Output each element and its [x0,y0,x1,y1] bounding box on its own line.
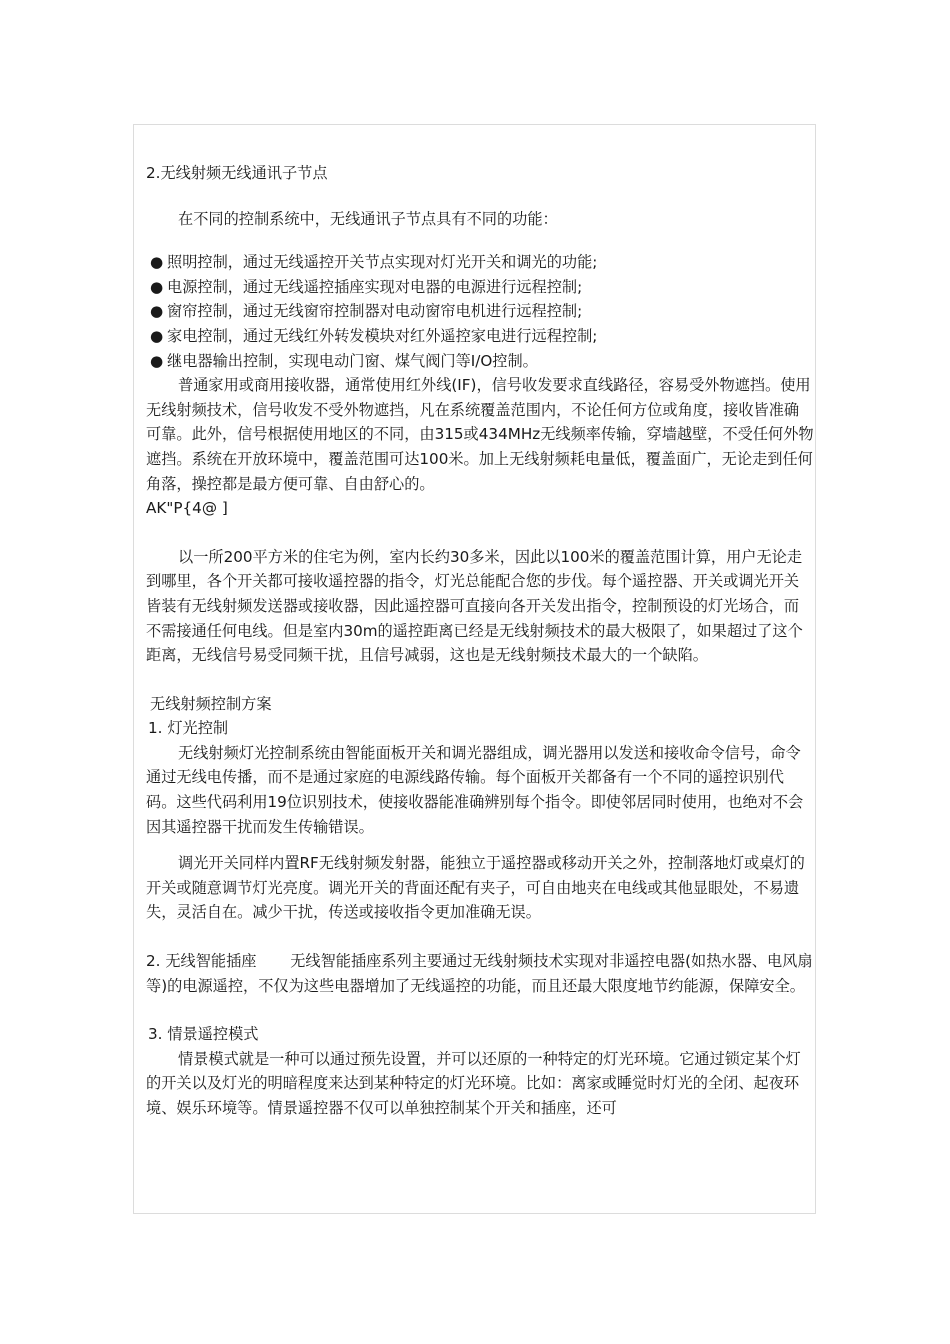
list-item [150,324,814,349]
document-page [133,124,816,1214]
scheme-title: 无线射频控制方案 [150,694,272,713]
list-item [150,275,814,300]
document-body [146,161,814,1121]
dimmer-paragraph: 调光开关同样内置RF无线射频发射器，能独立于遥控器或移动开关之外，控制落地灯或桌灯的开关或随意调节灯光亮度。调光开关的背面还配有夹子，可自由地夹在电线或其他显眼处，不易遗失，灵活自在。减少干扰，传送或接收指令更加准确无误。 [146,854,805,922]
lighting-paragraph: 无线射频灯光控制系统由智能面板开关和调光器组成，调光器用以发送和接收命令信号，命令通过无线电传播，而不是通过家庭的电源线路传输。每个面板开关都备有一个不同的遥控识别代码。这些代码利用19位识别技术，使接收器能准确辨别每个指令。即使邻居同时使用，也绝对不会因其遥控器干扰而发生传输错误。 [146,743,804,836]
scene-title: 3. 情景遥控模式 [148,1025,259,1044]
list-item [150,299,814,324]
list-item [150,250,814,275]
receiver-paragraph: 普通家用或商用接收器，通常使用红外线(IF)，信号收发要求直线路径，容易受外物遮挡。使用无线射频技术，信号收发不受外物遮挡，凡在系统覆盖范围内，不论任何方位或角度，接收皆准确可靠。此外，信号根据使用地区的不同，由315或434MHz无线频率传输，穿墙越壁，不受任何外物遮挡。系统在开放环境中，覆盖范围可达100米。加上无线射频耗电量低，覆盖面广，无论走到任何角落，操控都是最方便可靠、自由舒心的。 [146,376,814,493]
bullet-icon: ● [150,326,164,345]
bullet-icon: ● [150,351,164,370]
example-paragraph: 以一所200平方米的住宅为例，室内长约30多米，因此以100米的覆盖范围计算，用户无论走到哪里，各个开关都可接收遥控器的指令，灯光总能配合您的步伐。每个遥控器、开关或调光开关皆装有无线射频发送器或接收器，因此遥控器可直接向各开关发出指令，控制预设的灯光场合，而不需接通任何电线。但是室内30m的遥控距离已经是无线射频技术的最大极限了，如果超过了这个距离，无线信号易受同频干扰，且信号减弱，这也是无线射频技术最大的一个缺陷。 [146,547,803,665]
list-item-text: 照明控制，通过无线遥控开关节点实现对灯光开关和调光的功能; [167,253,598,272]
section-heading: 2.无线射频无线通讯子节点 [146,164,328,182]
lighting-title: 1. 灯光控制 [148,719,229,738]
list-item-text: 窗帘控制，通过无线窗帘控制器对电动窗帘电机进行远程控制; [167,302,583,321]
bullet-icon: ● [150,253,164,272]
list-item-text: 电源控制，通过无线遥控插座实现对电器的电源进行远程控制; [167,277,583,296]
socket-paragraph: 2. 无线智能插座 无线智能插座系列主要通过无线射频技术实现对非遥控电器(如热水器、电风扇等)的电源遥控，不仅为这些电器增加了无线遥控的功能，而且还最大限度地节约能源，保障安全。 [146,952,813,995]
list-item-text: 家电控制，通过无线红外转发模块对红外遥控家电进行远程控制; [167,326,598,345]
bullet-icon: ● [150,302,164,321]
bullet-icon: ● [150,277,164,296]
function-list [146,250,814,373]
scene-paragraph: 情景模式就是一种可以通过预先设置，并可以还原的一种特定的灯光环境。它通过锁定某个灯的开关以及灯光的明暗程度来达到某种特定的灯光环境。比如：离家或睡觉时灯光的全闭、起夜环境、娱乐环境等。情景遥控器不仅可以单独控制某个开关和插座，还可 [146,1049,801,1117]
list-item-text: 继电器输出控制，实现电动门窗、煤气阀门等I/O控制。 [167,351,538,370]
garbled-text: AK"P{4@ ] [146,499,228,518]
intro-paragraph: 在不同的控制系统中，无线通讯子节点具有不同的功能： [178,209,558,228]
list-item [150,349,814,374]
